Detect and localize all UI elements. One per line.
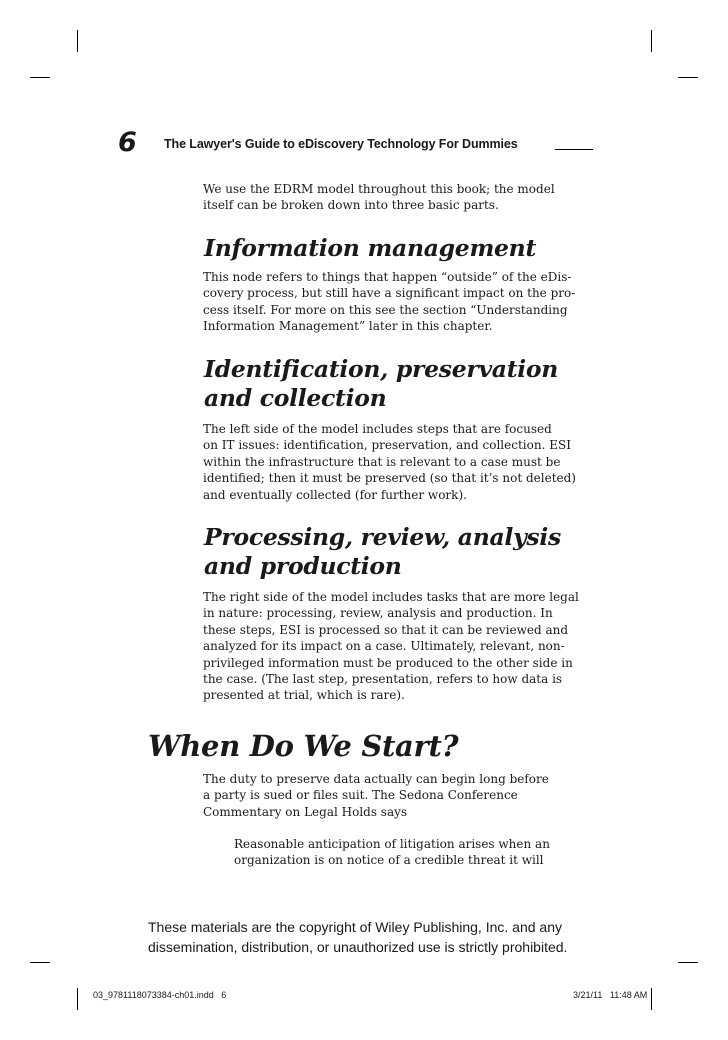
slug-timestamp: 3/21/11 11:48 AM (573, 990, 648, 1000)
block-quote: Reasonable anticipation of litigation arises when an organization is on notice of a credible threat it will (234, 837, 550, 868)
main-section-body: The duty to preserve data actually can begin long before a party is sued or files suit. The Sedona Conference Commentary on Legal Holds says (203, 772, 549, 819)
section-body-processing: The right side of the model includes tasks that are more legal in nature: processing, review, analysis and production. In these steps, ESI is processed so that it can be reviewed and analyzed for its impact on a case. Ultimately, relevant, non- privileged information must be produced to the other side in the case. (The last step, presentation, refers to how data is presented at trial, which is rare). (203, 590, 579, 703)
crop-mark (651, 30, 652, 52)
section-heading-identification: Identification, preservation and collection (204, 355, 559, 412)
section-body-identification: The left side of the model includes steps that are focused on IT issues: identification, preservation, and collection. ESI within the infrastructure that is relevant to a case must be identified; then it must be preserved (so that it’s not deleted) and eventually collected (for further work). (203, 422, 576, 502)
running-head: The Lawyer's Guide to eDiscovery Technology For Dummies (164, 137, 518, 151)
intro-paragraph: We use the EDRM model throughout this book; the model itself can be broken down into three basic parts. (203, 182, 555, 213)
header-rule (555, 149, 593, 150)
crop-mark (651, 988, 652, 1010)
section-heading-processing: Processing, review, analysis and production (204, 523, 561, 580)
section-body-information-management: This node refers to things that happen “outside” of the eDis- covery process, but still have a significant impact on the pro- cess itself. For more on this see the section “Understanding Information Management” later in this chapter. (203, 270, 576, 334)
crop-mark (77, 30, 78, 52)
crop-mark (77, 988, 78, 1010)
copyright-notice: These materials are the copyright of Wiley Publishing, Inc. and any dissemination, distribution, or unauthorized use is strictly prohibited. (148, 919, 568, 955)
section-heading-information-management: Information management (204, 234, 537, 262)
crop-mark (678, 962, 698, 963)
page-number: 6 (118, 127, 137, 158)
crop-mark (30, 77, 50, 78)
slug-filename: 03_9781118073384-ch01.indd 6 (93, 990, 227, 1000)
main-heading: When Do We Start? (148, 729, 459, 763)
crop-mark (678, 77, 698, 78)
crop-mark (30, 962, 50, 963)
